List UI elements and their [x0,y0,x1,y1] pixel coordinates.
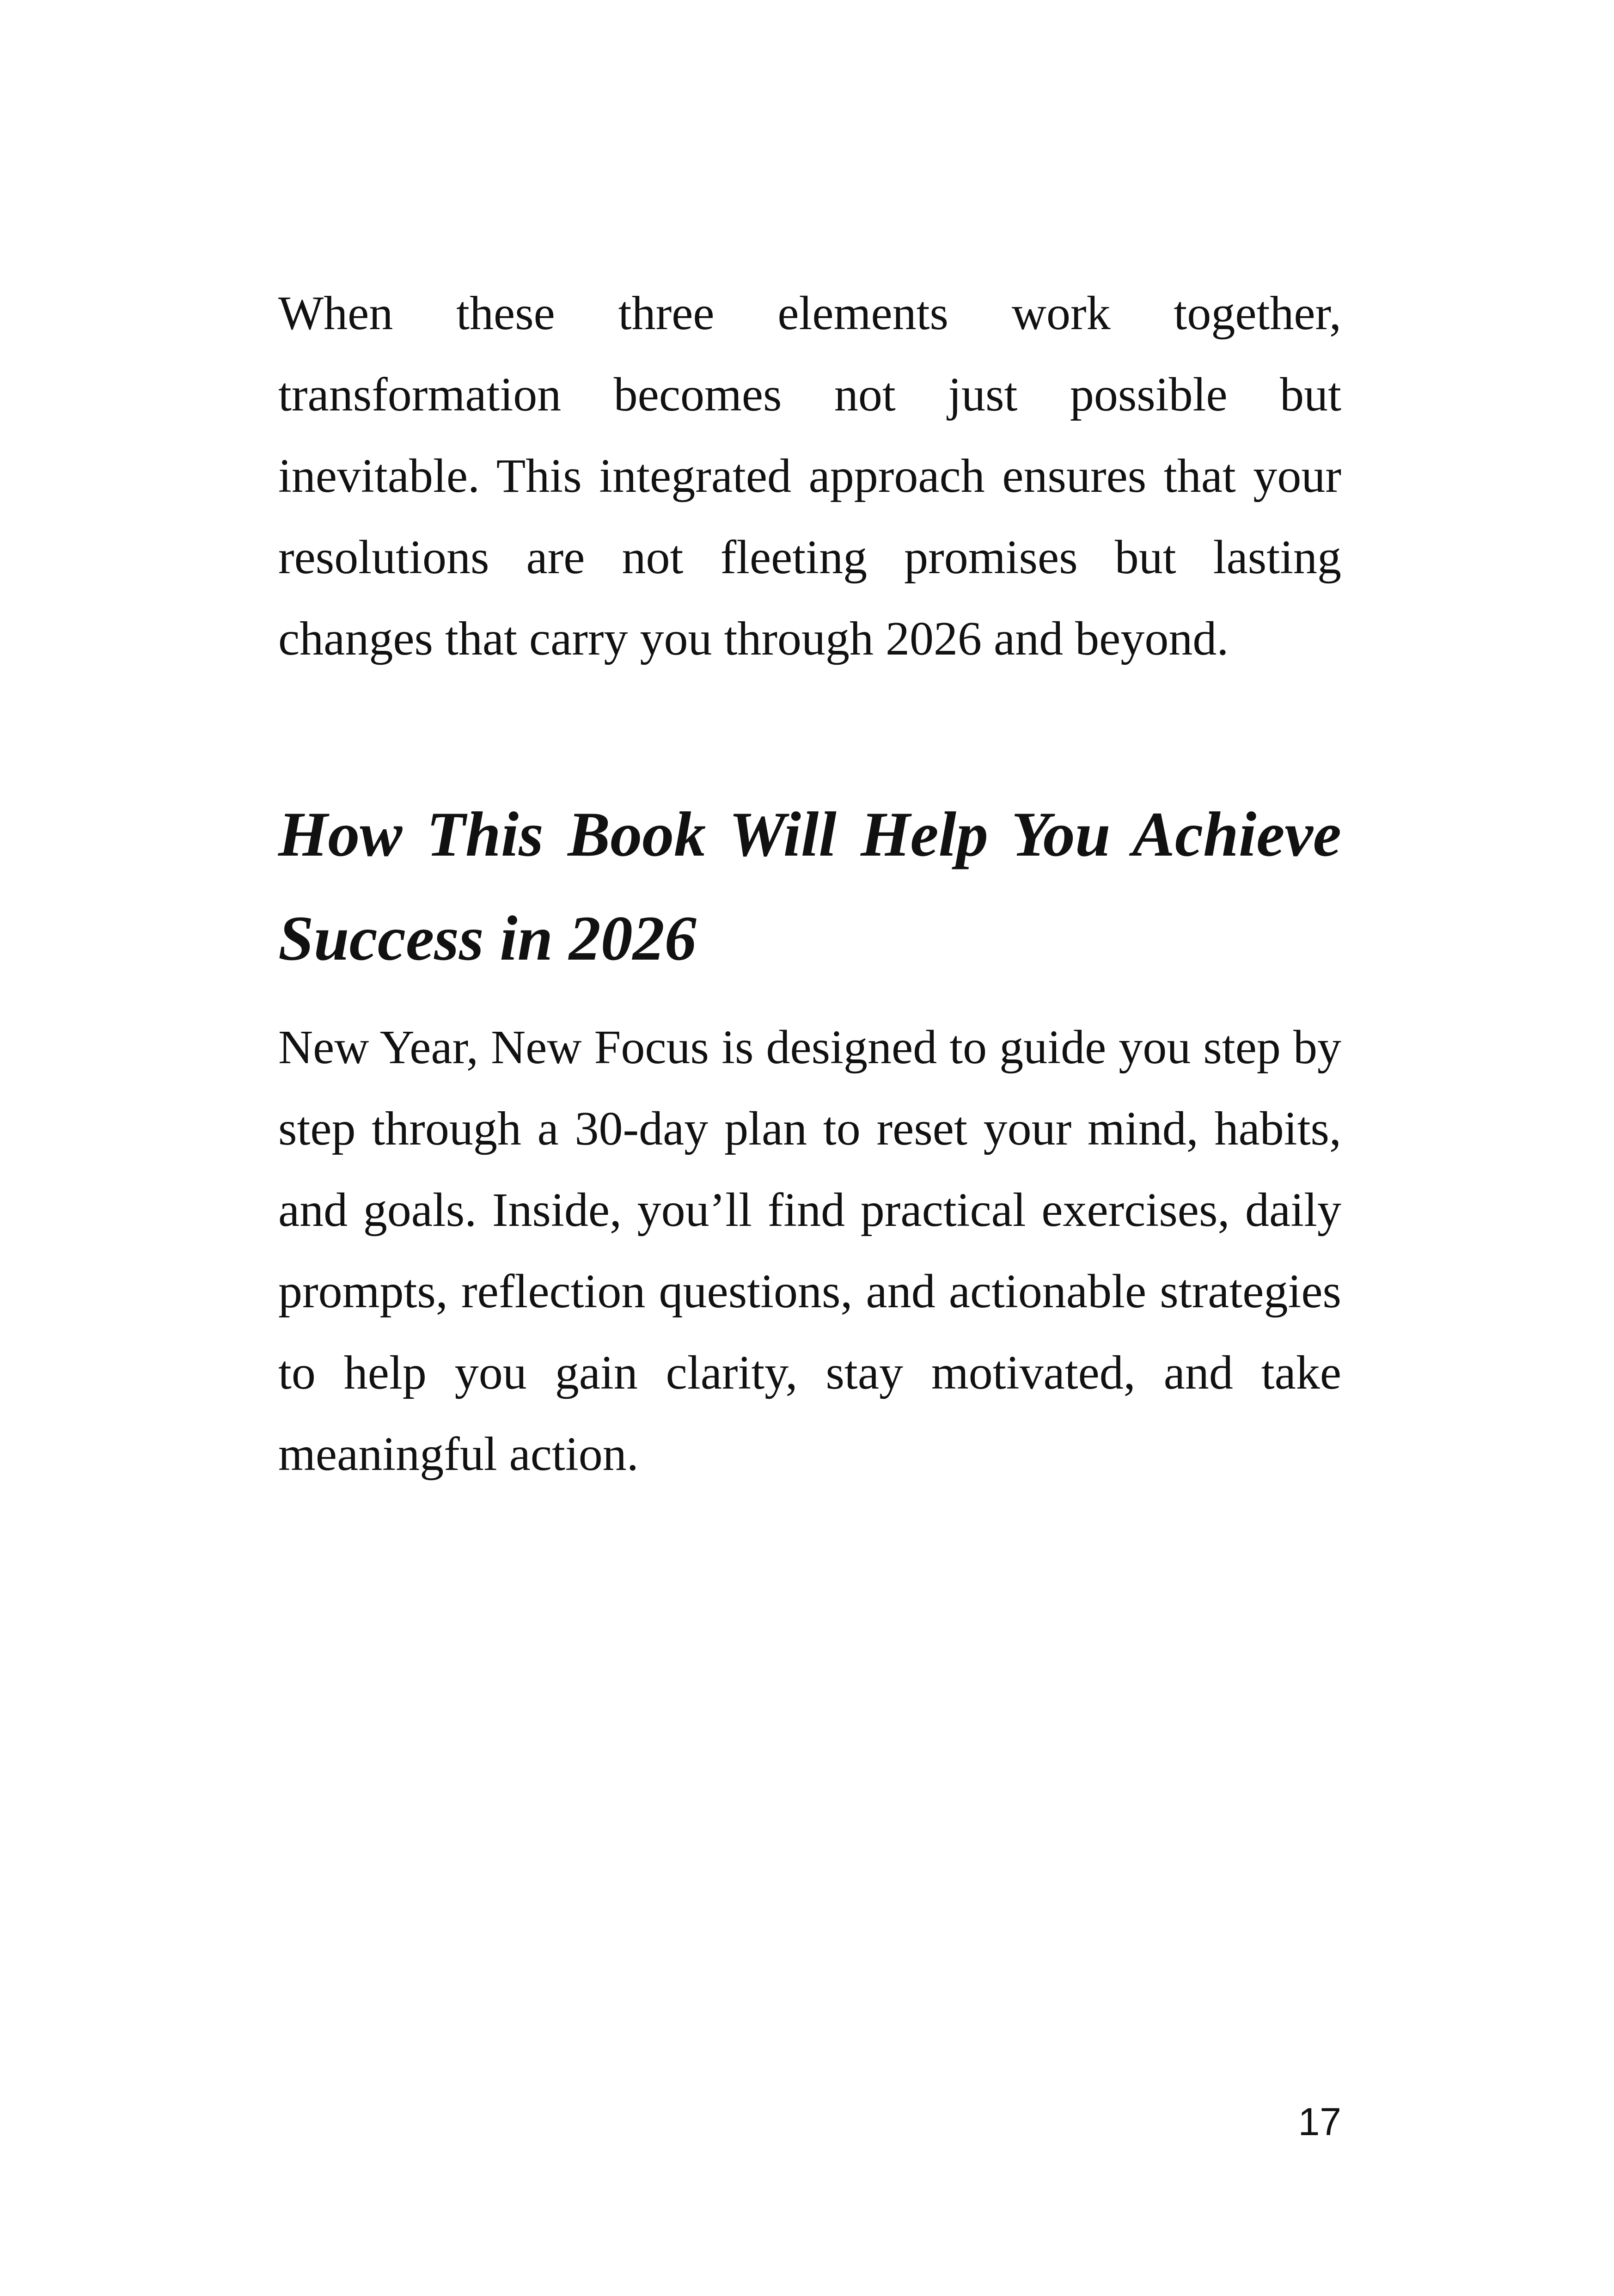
body-paragraph: New Year, New Focus is designed to guide you step by step through a 30-day plan to reset your mind, habits, and goals. Inside, you’ll find practical exercises, daily prompts, reflection questions, and actionable strategies to help you gain clarity, stay motivated, and take meaningful action. [278,1021,1341,1481]
page-content [278,273,1341,1495]
page-number: 17 [1298,2100,1341,2143]
body-paragraph: When these three elements work together, transformation becomes not just possible but inevitable. This integrated approach ensures that your resolutions are not fleeting promises but lasting changes that carry you through 2026 and beyond. [278,287,1341,665]
section-heading: How This Book Will Help You Achieve Success in 2026 [278,799,1341,974]
